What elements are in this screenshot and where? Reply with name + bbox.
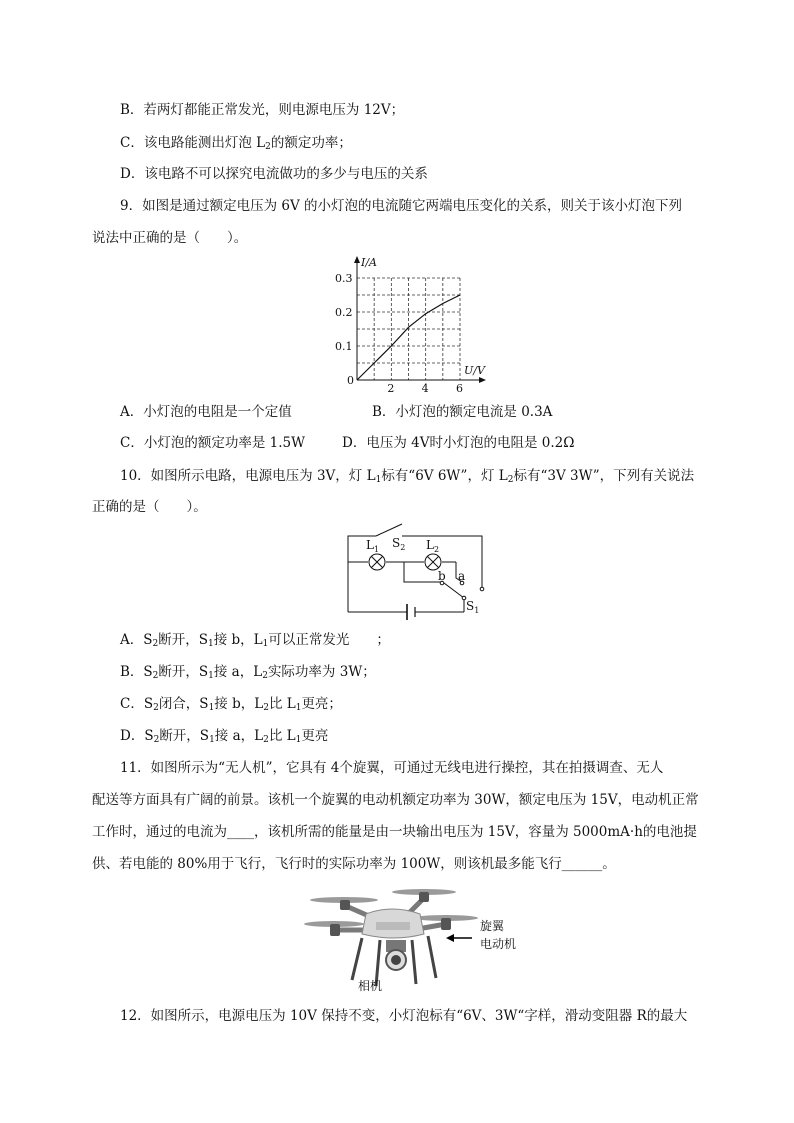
q9-stem-line1: 9．如图是通过额定电压为 6V 的小灯泡的电流随它两端电压变化的关系，则关于该小灯泡下列 bbox=[120, 198, 683, 214]
q12-line1: 12．如图所示，电源电压为 10V 保持不变，小灯泡标有“6V、3W“字样，滑动变阻器 R的最大 bbox=[120, 1008, 688, 1024]
x-tick-label: 6 bbox=[456, 382, 463, 395]
circuit-label-s1: $S_1$ bbox=[466, 599, 480, 615]
q10-circuit-diagram bbox=[340, 522, 490, 622]
q10-option-a: A．$S_2$断开，$S_1$接 b，$L_1$可以正常发光 ； bbox=[120, 632, 390, 649]
q11-line2: 配送等方面具有广阔的前景。该机一个旋翼的电动机额定功率为 30W，额定电压为 15V，电动机正常 bbox=[92, 792, 699, 808]
y-tick-label: 0.2 bbox=[335, 306, 353, 319]
x-tick-label: 4 bbox=[421, 382, 429, 395]
iu-curve bbox=[357, 295, 460, 380]
x-axis-label: U/V bbox=[464, 364, 485, 377]
q10-option-b: B．$S_2$断开，$S_1$接 a，$L_2$实际功率为 3W； bbox=[120, 664, 376, 681]
q10-option-c: C．$S_2$闭合，$S_1$接 b，$L_2$比 $L_1$更亮； bbox=[120, 696, 342, 713]
x-tick-label: 2 bbox=[387, 382, 395, 395]
y-tick-label: 0.1 bbox=[335, 340, 353, 353]
circuit-label-s2: $S_2$ bbox=[392, 536, 406, 552]
q10-option-d: D．$S_2$断开，$S_1$接 a，$L_2$比 $L_1$更亮 bbox=[120, 728, 329, 745]
drone-illustration bbox=[296, 882, 536, 994]
y-axis-label: I/A bbox=[361, 256, 377, 269]
label-motor: 电动机 bbox=[480, 937, 517, 951]
circuit-label-l1: $L_1$ bbox=[366, 538, 380, 554]
circuit-label-a: a bbox=[458, 569, 466, 583]
y-axis-arrow bbox=[354, 256, 360, 263]
q8-option-d: D．该电路不可以探究电流做功的多少与电压的关系 bbox=[120, 166, 428, 182]
q8-option-b: B．若两灯都能正常发光，则电源电压为 12V； bbox=[120, 102, 405, 118]
q9-current-voltage-chart bbox=[322, 250, 494, 396]
q8-option-c: C．该电路能测出灯泡 $L_2$的额定功率； bbox=[120, 135, 352, 152]
circuit-label-b: b bbox=[438, 569, 446, 583]
q9-option-a: A．小灯泡的电阻是一个定值 bbox=[120, 404, 292, 420]
q9-option-b: B．小灯泡的额定电流是 0.3A bbox=[372, 404, 553, 420]
y-tick-label: 0.3 bbox=[335, 272, 353, 285]
q11-line3: 工作时，通过的电流为____，该机所需的能量是由一块输出电压为 15V，容量为 5000mA·h的电池提 bbox=[92, 824, 697, 840]
q9-option-c: C．小灯泡的额定功率是 1.5W bbox=[120, 435, 305, 451]
circuit-label-l2: $L_2$ bbox=[426, 538, 440, 554]
q10-stem-line2: 正确的是（ ）。 bbox=[92, 499, 207, 515]
x-axis-arrow bbox=[479, 377, 486, 383]
q11-line4: 供、若电能的 80%用于飞行，飞行时的实际功率为 100W，则该机最多能飞行______。 bbox=[92, 856, 616, 872]
q10-stem-line1: 10．如图所示电路，电源电压为 3V，灯 $L_1$标有“6V 6W”，灯 $L_2$标有“3V 3W”，下列有关说法 bbox=[120, 468, 695, 485]
origin-label: 0 bbox=[347, 374, 354, 387]
label-rotor: 旋翼 bbox=[480, 919, 505, 933]
q11-line1: 11．如图所示为“无人机”，它具有 4个旋翼，可通过无线电进行操控，其在拍摄调查、无人 bbox=[120, 760, 664, 776]
q9-option-d: D．电压为 4V时小灯泡的电阻是 0.2Ω bbox=[342, 435, 575, 451]
q9-stem-line2: 说法中正确的是（ ）。 bbox=[92, 230, 248, 246]
label-camera: 相机 bbox=[358, 979, 383, 993]
